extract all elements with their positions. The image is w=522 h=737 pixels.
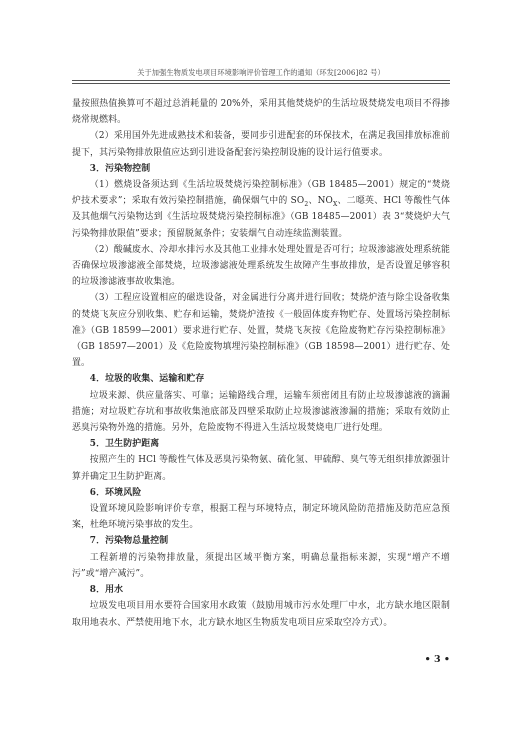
page-number: • 3 •: [424, 654, 450, 665]
document-body: [72, 96, 450, 631]
header-rule-bottom: [72, 83, 450, 84]
paragraph: 量按照热值换算可不超过总消耗量的 20%外，采用其他焚烧炉的生活垃圾焚烧发电项目不得掺烧常规燃料。: [72, 99, 450, 126]
paragraph: 工程新增的污染物排放量，须提出区域平衡方案，明确总量指标来源，实现“增产不增污”或“增产减污”。: [72, 552, 450, 579]
paragraph: 设置环境风险影响评价专章，根据工程与环境特点，制定环境风险防范措施及防范应急预案，杜绝环境污染事故的发生。: [72, 504, 450, 531]
paragraph: 垃圾来源、供应量落实、可靠；运输路线合理，运输车须密闭且有防止垃圾渗滤液的滴漏措施；对垃圾贮存坑和事故收集池底部及四壁采取防止垃圾渗滤液渗漏的措施；采取有效防止恶臭污染物外逸的措施。另外，危险废物不得进入生活垃圾焚烧电厂进行处理。: [72, 390, 450, 434]
paragraph: （1）燃烧设备须达到《生活垃圾焚烧污染控制标准》（GB 18485—2001）规定的“焚烧炉技术要求”；采取有效污染控制措施，确保烟气中的 $SO_2$、$NO_X$、二噁英、HCl 等酸性气体及其他烟气污染物达到《生活垃圾焚烧污染控制标准》（GB 18485—2001）表 3“焚烧炉大气污染物排放限值”要求；预留脱氮条件；安装烟气自动连续监测装置。: [72, 180, 450, 239]
header-rule-top: [72, 80, 450, 81]
section-heading: 6．环境风险: [89, 487, 142, 498]
running-header: 关于加强生物质发电项目环境影响评价管理工作的通知（环发[2006]82 号）: [137, 68, 385, 77]
section-heading: 3．污染物控制: [89, 163, 151, 174]
section-heading: 4．垃圾的收集、运输和贮存: [89, 374, 205, 385]
section-heading: 5．卫生防护距离: [89, 439, 160, 450]
paragraph: （2）酸碱废水、冷却水排污水及其他工业排水处理处置是否可行；垃圾渗滤液处理系统能否确保垃圾渗滤液全部焚烧，垃圾渗滤液处理系统发生故障产生事故排放，是否设置足够容积的垃圾渗滤液事故收集池。: [72, 244, 450, 288]
section-heading: 7．污染物总量控制: [89, 536, 169, 547]
paragraph: 按照产生的 HCl 等酸性气体及恶臭污染物氨、硫化氢、甲硫醇、臭气等无组织排放源强计算并确定卫生防护距离。: [72, 455, 450, 482]
paragraph: （3）工程应设置相应的磁选设备，对金属进行分离并进行回收；焚烧炉渣与除尘设备收集的焚烧飞灰应分别收集、贮存和运输，焚烧炉渣按《一般固体废弃物贮存、处置场污染控制标准》（GB 18599—2001）要求进行贮存、处置，焚烧飞灰按《危险废物贮存污染控制标准》（GB 18597—2001）及《危险废物填埋污染控制标准》（GB 18598—2001）进行贮存、处置。: [72, 293, 450, 369]
section-heading: 8．用水: [89, 585, 124, 596]
paragraph: 垃圾发电项目用水要符合国家用水政策（鼓励用城市污水处理厂中水，北方缺水地区限制取用地表水、严禁使用地下水，北方缺水地区生物质发电项目应采取空冷方式）。: [72, 601, 450, 628]
paragraph: （2）采用国外先进成熟技术和装备，要同步引进配套的环保技术，在满足我国排放标准前提下，其污染物排放限值应达到引进设备配套污染控制设施的设计运行值要求。: [72, 131, 450, 158]
